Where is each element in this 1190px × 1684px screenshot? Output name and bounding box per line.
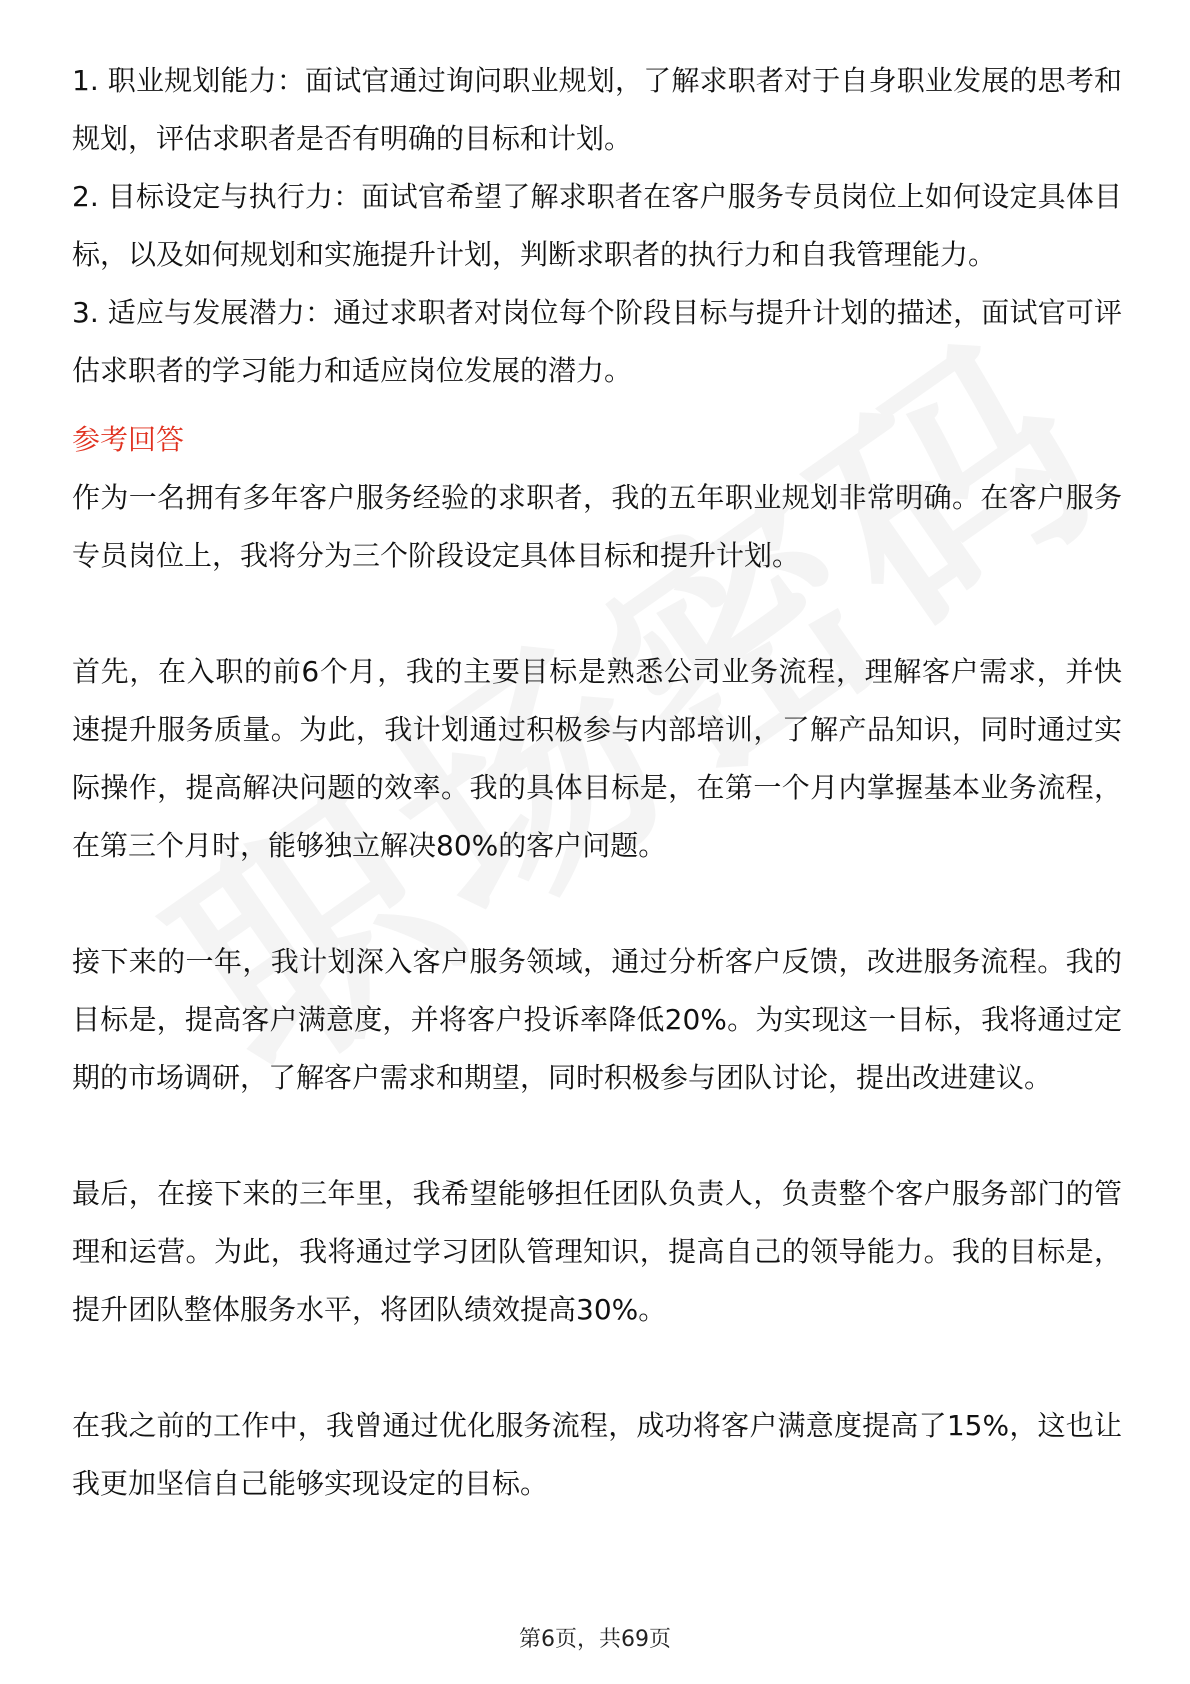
- answer-section: [72, 469, 1122, 1513]
- answer-heading: 参考回答: [72, 423, 185, 456]
- answer-paragraph-intro: 作为一名拥有多年客户服务经验的求职者，我的五年职业规划非常明确。在客户服务专员岗位上，我将分为三个阶段设定具体目标和提升计划。: [72, 481, 1122, 572]
- criteria-item-3: 3. 适应与发展潜力：通过求职者对岗位每个阶段目标与提升计划的描述，面试官可评估求职者的学习能力和适应岗位发展的潜力。: [72, 296, 1122, 387]
- answer-paragraph-stage3: 最后，在接下来的三年里，我希望能够担任团队负责人，负责整个客户服务部门的管理和运营。为此，我将通过学习团队管理知识，提高自己的领导能力。我的目标是，提升团队整体服务水平，将团队绩效提高30%。: [72, 1177, 1122, 1326]
- answer-paragraph-experience: 在我之前的工作中，我曾通过优化服务流程，成功将客户满意度提高了15%，这也让我更加坚信自己能够实现设定的目标。: [72, 1409, 1122, 1500]
- criteria-list: [72, 52, 1122, 400]
- criteria-item-2: 2. 目标设定与执行力：面试官希望了解求职者在客户服务专员岗位上如何设定具体目标，以及如何规划和实施提升计划，判断求职者的执行力和自我管理能力。: [72, 180, 1122, 271]
- answer-paragraph-stage2: 接下来的一年，我计划深入客户服务领域，通过分析客户反馈，改进服务流程。我的目标是，提高客户满意度，并将客户投诉率降低20%。为实现这一目标，我将通过定期的市场调研，了解客户需求和期望，同时积极参与团队讨论，提出改进建议。: [72, 945, 1122, 1094]
- criteria-item-1: 1. 职业规划能力：面试官通过询问职业规划，了解求职者对于自身职业发展的思考和规划，评估求职者是否有明确的目标和计划。: [72, 64, 1122, 155]
- document-body: [72, 52, 1122, 1513]
- answer-paragraph-stage1: 首先，在入职的前6个月，我的主要目标是熟悉公司业务流程，理解客户需求，并快速提升服务质量。为此，我计划通过积极参与内部培训，了解产品知识，同时通过实际操作，提高解决问题的效率。我的具体目标是，在第一个月内掌握基本业务流程，在第三个月时，能够独立解决80%的客户问题。: [72, 655, 1122, 862]
- page-number-footer: 第6页，共69页: [519, 1627, 671, 1652]
